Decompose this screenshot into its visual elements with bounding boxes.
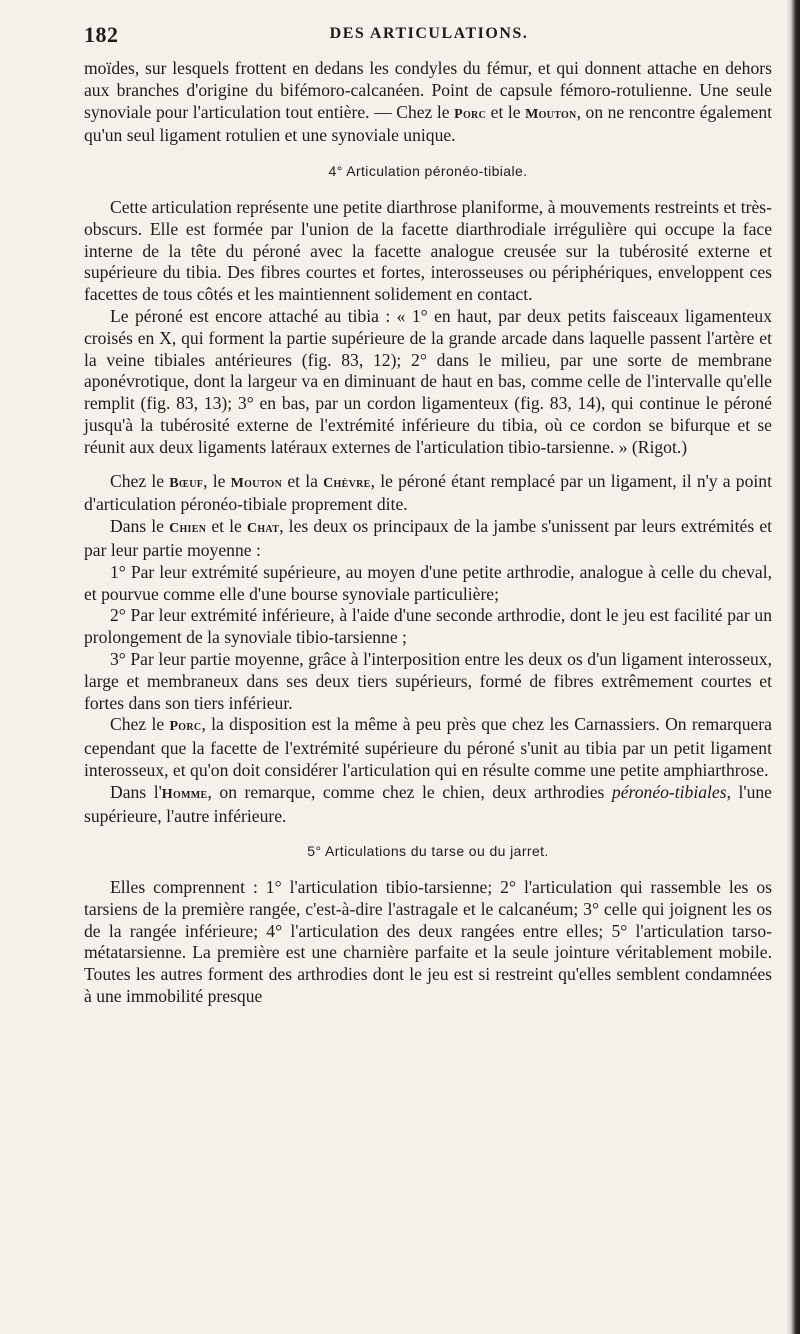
species-mouton: Mouton [230, 475, 283, 491]
paragraph-8: Elles comprennent : 1° l'articulation tibio-tarsienne; 2° l'articulation qui rassemble les os tarsiens de la première rangée, c'est-à-dire l'astragale et le calcanéum; 3° celle qui joignent les os de la rangée inférieure; 4° l'articulation des deux rangées entre elles; 5° l'articulation tarso-métatarsienne. La première est une charnière parfaite et la seule jointure véritablement mobile. Toutes les autres forment des arthrodies dont le jeu est si restreint qu'elles semblent condamnées à une immobilité presque [84, 877, 772, 1007]
section-title-4: 4° Articulation péronéo-tibiale. [328, 163, 528, 180]
species-boeuf: Bœuf [169, 475, 204, 491]
list-item-1: 1° Par leur extrémité supérieure, au moyen d'une petite arthrodie, analogue à celle du cheval, et pourvue comme elle d'une bourse synoviale particulière; [84, 561, 772, 604]
species-homme: Homme [161, 786, 208, 802]
italic-term: péronéo-tibiales [611, 781, 727, 802]
section-title-5: 5° Articulations du tarse ou du jarret. [307, 843, 549, 860]
paragraph-1: moïdes, sur lesquels frottent en dedans les condyles du fémur, et qui donnent attache en dehors aux branches d'origine du bifémoro-calcanéen. Point de capsule fémoro-rotulienne. Une seule synoviale pour l'articulation tout entière. — Chez le Porc et le Mouton, on ne rencontre également qu'un seul ligament rotulien et une synoviale unique. [84, 58, 773, 146]
page-header [84, 22, 774, 52]
paragraph-5: Dans le Chien et le Chat, les deux os principaux de la jambe s'unissent par leurs extrémités et par leur partie moyenne : [84, 516, 773, 560]
species-porc: Porc [454, 106, 487, 122]
species-mouton: Mouton [525, 106, 577, 122]
species-chat: Chat [246, 521, 280, 537]
paragraph-3: Le péroné est encore attaché au tibia : « 1° en haut, par deux petits faisceaux ligamenteux croisés en X, qui forment la partie supérieure de la grande arcade dans laquelle passent l'artère et la veine tibiales antérieures (fig. 83, 12); 2° dans le milieu, par une sorte de membrane aponévrotique, dont la largeur va en diminuant de haut en bas, comme celle de l'intervalle qu'elle remplit (fig. 83, 13); 3° en bas, par un cordon ligamenteux (fig. 83, 14), qui continue le péroné jusqu'à la tubérosité externe de l'extrémité inférieure du tibia, où ce cordon se bifurque et se réunit aux deux ligaments latéraux externes de l'articulation tibio-tarsienne. » (Rigot.) [84, 305, 772, 457]
paragraph-6: Chez le Porc, la disposition est la même à peu près que chez les Carnassiers. On remarquera cependant que la facette de l'extrémité supérieure du péroné s'unit au tibia par un petit ligament interosseux, et qu'on doit considérer l'articulation qui en résulte comme une petite amphiarthrose. [84, 714, 772, 780]
page-body [84, 58, 772, 1008]
species-chevre: Chèvre [323, 475, 371, 491]
paragraph-2: Cette articulation représente une petite diarthrose planiforme, à mouvements restreints et très-obscurs. Elle est formée par l'union de la facette diarthrodiale irrégulière qui occupe la face interne de la tête du péroné avec la facette analogue creusée sur la tubérosité externe et supérieure du tibia. Des fibres courtes et fortes, interosseuses ou périphériques, enveloppent ces facettes de tous côtés et les maintiennent solidement en contact. [84, 196, 772, 305]
paragraph-7: Dans l'Homme, on remarque, comme chez le chien, deux arthrodies péronéo-tibiales, l'une supérieure, l'autre inférieure. [84, 781, 772, 826]
running-title: DES ARTICULATIONS. [329, 25, 529, 42]
paragraph-4: Chez le Bœuf, le Mouton et la Chèvre, le péroné étant remplacé par un ligament, il n'y a point d'articulation péronéo-tibiale proprement dite. [84, 470, 772, 515]
list-item-2: 2° Par leur extrémité inférieure, à l'aide d'une seconde arthrodie, dont le jeu est facilité par un prolongement de la synoviale tibio-tarsienne ; [84, 605, 772, 648]
list-item-3: 3° Par leur partie moyenne, grâce à l'interposition entre les deux os d'un ligament interosseux, large et membraneux dans ses deux tiers supérieurs, formé de fibres extrêmement courtes et fortes dans son tiers inférieur. [84, 648, 772, 713]
species-porc: Porc [169, 719, 202, 735]
page-number: 182 [84, 22, 119, 47]
page-edge-shadow [786, 0, 800, 1334]
species-chien: Chien [169, 521, 207, 537]
